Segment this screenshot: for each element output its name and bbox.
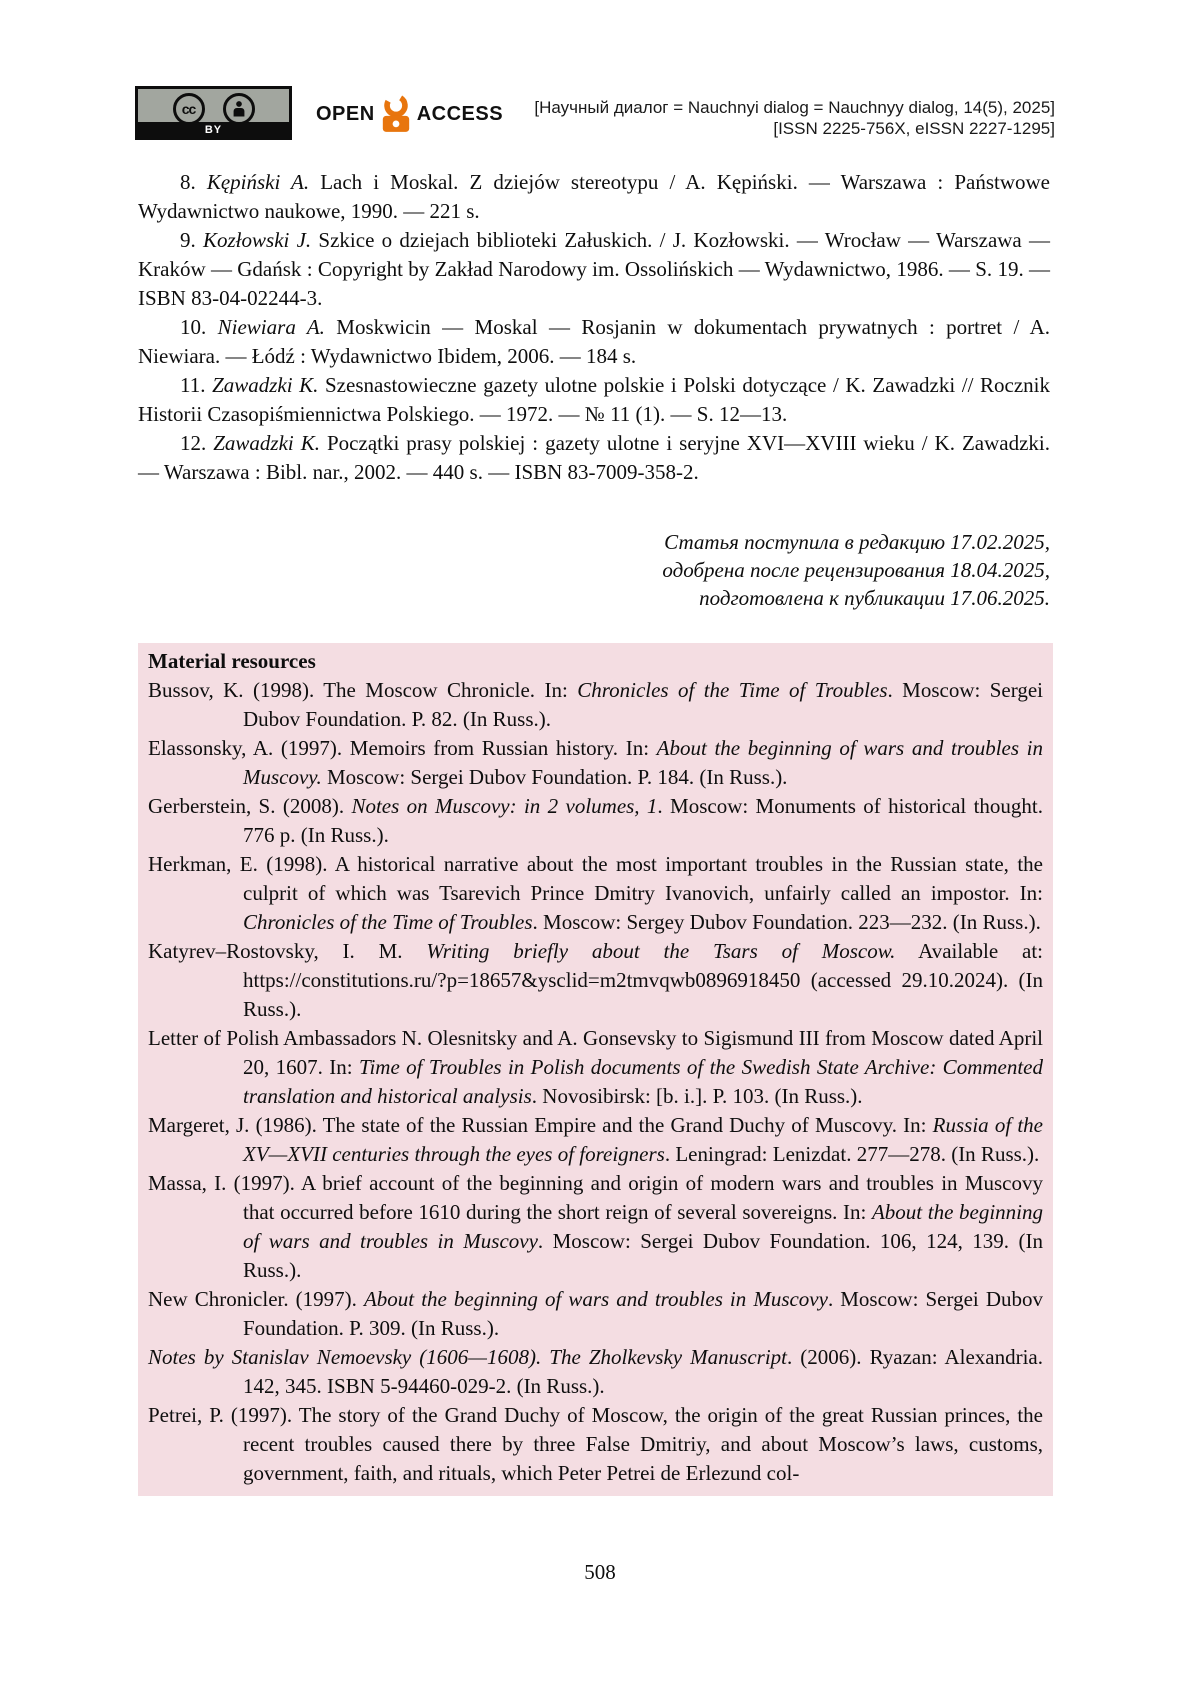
reference-margeret: Margeret, J. (1986). The state of the Russian Empire and the Grand Duchy of Muscovy. In: Russia of the XV—XVII centuries through the eyes of foreigners. Leningrad: Lenizdat. 277—278. (In Russ.). [148, 1113, 1043, 1166]
submission-date-line: Статья поступила в редакцию 17.02.2025, [664, 530, 1050, 554]
reference-letter-of-polish-ambassadors: Letter of Polish Ambassadors N. Olesnitsky and A. Gonsevsky to Sigismund III from Moscow dated April 20, 1607. In: Time of Troubles in Polish documents of the Swedish State Archive: Commented translation and historical analysis. Novosibirsk: [b. i.]. P. 103. (In Russ.). [148, 1026, 1043, 1108]
reference-herkman: Herkman, E. (1998). A historical narrative about the most important troubles in the Russian state, the culprit of which was Tsarevich Prince Dmitry Ivanovich, unfairly called an impostor. In: Chronicles of the Time of Troubles. Moscow: Sergey Dubov Foundation. 223—232. (In Russ.). [148, 852, 1043, 934]
cc-by-label: BY [138, 122, 289, 137]
material-resources-title: Material resources [148, 649, 316, 673]
material-resources-section [138, 643, 1053, 1496]
submission-dates [138, 528, 1050, 612]
reference-bussov: Bussov, K. (1998). The Moscow Chronicle. In: Chronicles of the Time of Troubles. Moscow: Sergei Dubov Foundation. P. 82. (In Russ.). [148, 678, 1044, 731]
open-access-logo [316, 92, 503, 136]
cc-icon: cc [173, 93, 205, 125]
open-lock-icon [380, 92, 412, 136]
bibliography-item-10: 10. Niewiara A. Moskwicin — Moskal — Rosjanin w dokumentach prywatnych : portret / A. Niewiara. — Łódź : Wydawnictwo Ibidem, 2006. — 184 s. [138, 315, 1051, 368]
journal-citation [534, 97, 1055, 139]
journal-citation-line2: [ISSN 2225-756X, eISSN 2227-1295] [773, 119, 1055, 138]
bibliography-item-9: 9. Kozłowski J. Szkice o dziejach biblioteki Załuskich. / J. Kozłowski. — Wrocław — Warszawa — Kraków — Gdańsk : Copyright by Zakład Narodowy im. Ossolińskich — Wydawnictwo, 1986. — S. 19. — ISBN 83-04-02244-3. [138, 228, 1050, 310]
approval-date-line: одобрена после рецензирования 18.04.2025, [662, 558, 1050, 582]
bibliography-item-8: 8. Kępiński A. Lach i Moskal. Z dziejów stereotypu / A. Kępiński. — Warszawa : Państwowe Wydawnictwo naukowe, 1990. — 221 s. [138, 170, 1050, 223]
bibliography-list [138, 168, 1050, 487]
reference-katyrev-rostovsky: Katyrev–Rostovsky, I. M. Writing briefly about the Tsars of Moscow. Available at: https://constitutions.ru/?p=18657&ysclid=m2tmvqwb0896918450 (accessed 29.10.2024). (In Russ.). [148, 939, 1043, 1021]
reference-new-chronicler: New Chronicler. (1997). About the beginning of wars and troubles in Muscovy. Moscow: Sergei Dubov Foundation. P. 309. (In Russ.). [148, 1287, 1043, 1340]
reference-petrei: Petrei, P. (1997). The story of the Grand Duchy of Moscow, the origin of the great Russian princes, the recent troubles caused there by three False Dmitriy, and about Moscow’s laws, customs, government, faith, and rituals, which Peter Petrei de Erlezund col- [148, 1403, 1043, 1485]
cc-by-badge [135, 86, 292, 140]
reference-elassonsky: Elassonsky, A. (1997). Memoirs from Russian history. In: About the beginning of wars and troubles in Muscovy. Moscow: Sergei Dubov Foundation. P. 184. (In Russ.). [148, 736, 1043, 789]
journal-citation-line1: [Научный диалог = Nauchnyi dialog = Nauchnyy dialog, 14(5), 2025] [534, 98, 1055, 117]
cc-badge-icons [138, 89, 289, 125]
reference-notes-nemoevsky: Notes by Stanislav Nemoevsky (1606—1608). The Zholkevsky Manuscript. (2006). Ryazan: Alexandria. 142, 345. ISBN 5-94460-029-2. (In Russ.). [148, 1345, 1043, 1398]
reference-massa: Massa, I. (1997). A brief account of the beginning and origin of modern wars and troubles in Muscovy that occurred before 1610 during the short reign of several sovereigns. In: About the beginning of wars and troubles in Muscovy. Moscow: Sergei Dubov Foundation. 106, 124, 139. (In Russ.). [148, 1171, 1043, 1282]
attribution-person-icon [223, 93, 255, 125]
open-access-open-label: OPEN [316, 102, 375, 125]
page-number: 508 [584, 1560, 616, 1584]
open-access-access-label: ACCESS [416, 102, 504, 125]
bibliography-item-12: 12. Zawadzki K. Początki prasy polskiej : gazety ulotne i seryjne XVI—XVIII wieku / K. Zawadzki. — Warszawa : Bibl. nar., 2002. — 440 s. — ISBN 83-7009-358-2. [138, 431, 1051, 484]
publication-date-line: подготовлена к публикации 17.06.2025. [699, 586, 1050, 610]
bibliography-item-11: 11. Zawadzki K. Szesnastowieczne gazety ulotne polskie i Polski dotyczące / K. Zawadzki // Rocznik Historii Czasopiśmiennictwa Polskiego. — 1972. — № 11 (1). — S. 12—13. [138, 373, 1050, 426]
reference-gerberstein: Gerberstein, S. (2008). Notes on Muscovy: in 2 volumes, 1. Moscow: Monuments of historical thought. 776 p. (In Russ.). [148, 794, 1043, 847]
